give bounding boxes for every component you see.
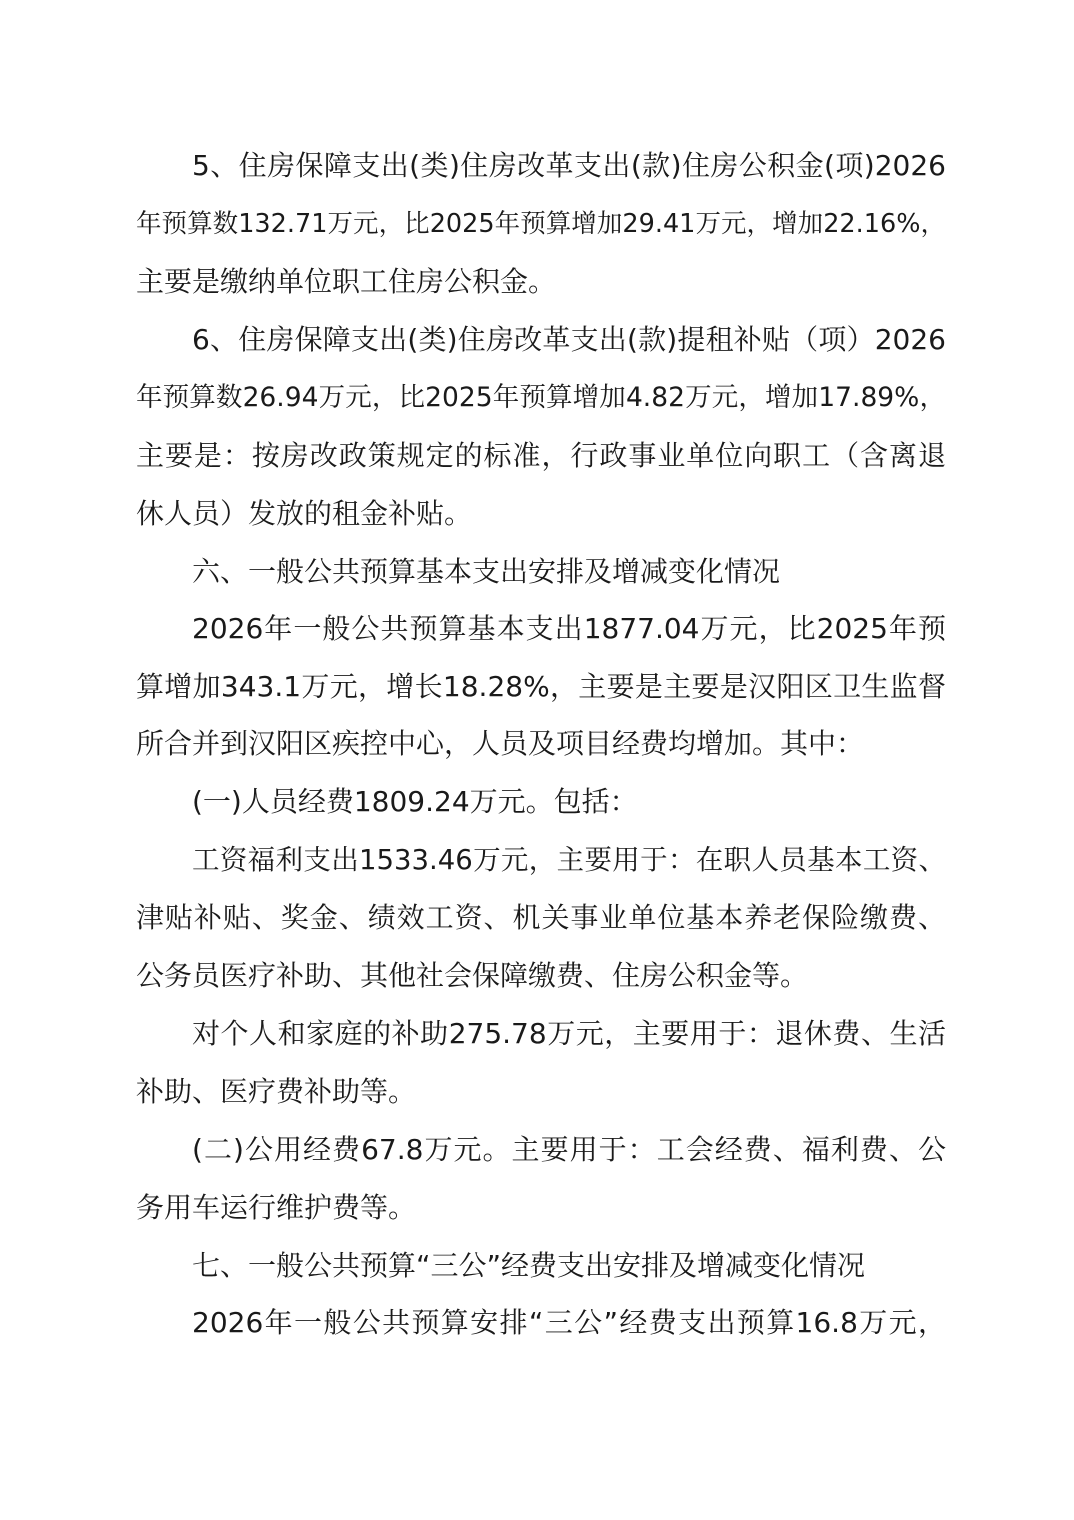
body-text-line: 主要是缴纳单位职工住房公积金。 [136, 265, 557, 298]
section-heading: 六、一般公共预算基本支出安排及增减变化情况 [192, 555, 781, 588]
body-text-line: 所合并到汉阳区疾控中心，人员及项目经费均增加。其中： [136, 727, 865, 760]
body-text-line: 算增加343.1万元，增长18.28%，主要是主要是汉阳区卫生监督 [136, 670, 946, 703]
body-text-line: (一)人员经费1809.24万元。包括： [192, 785, 638, 818]
body-text-line: 主要是：按房改政策规定的标准，行政事业单位向职工（含离退 [136, 439, 946, 472]
body-text-line: 年预算数132.71万元，比2025年预算增加29.41万元，增加22.16%， [136, 209, 946, 239]
body-text-line: 6、住房保障支出(类)住房改革支出(款)提租补贴（项）2026 [192, 323, 946, 356]
section-heading: 七、一般公共预算“三公”经费支出安排及增减变化情况 [192, 1249, 866, 1282]
body-text-line: 工资福利支出1533.46万元，主要用于：在职人员基本工资、 [192, 844, 946, 876]
body-text-line: 休人员）发放的租金补贴。 [136, 497, 473, 530]
body-text-line: 2026年一般公共预算安排“三公”经费支出预算16.8万元， [192, 1306, 946, 1339]
body-text-line: 2026年一般公共预算基本支出1877.04万元，比2025年预 [192, 612, 946, 645]
body-text-line: 津贴补贴、奖金、绩效工资、机关事业单位基本养老保险缴费、 [136, 901, 946, 934]
body-text-line: 5、住房保障支出(类)住房改革支出(款)住房公积金(项)2026 [192, 149, 946, 182]
body-text-line: 对个人和家庭的补助275.78万元，主要用于：退休费、生活 [192, 1017, 946, 1050]
body-text-line: 年预算数26.94万元，比2025年预算增加4.82万元，增加17.89%， [136, 382, 946, 413]
body-text-line: 补助、医疗费补助等。 [136, 1075, 417, 1108]
body-text-line: (二)公用经费67.8万元。主要用于：工会经费、福利费、公 [192, 1133, 946, 1166]
body-text-line: 务用车运行维护费等。 [136, 1191, 417, 1224]
body-text-line: 公务员医疗补助、其他社会保障缴费、住房公积金等。 [136, 959, 809, 992]
